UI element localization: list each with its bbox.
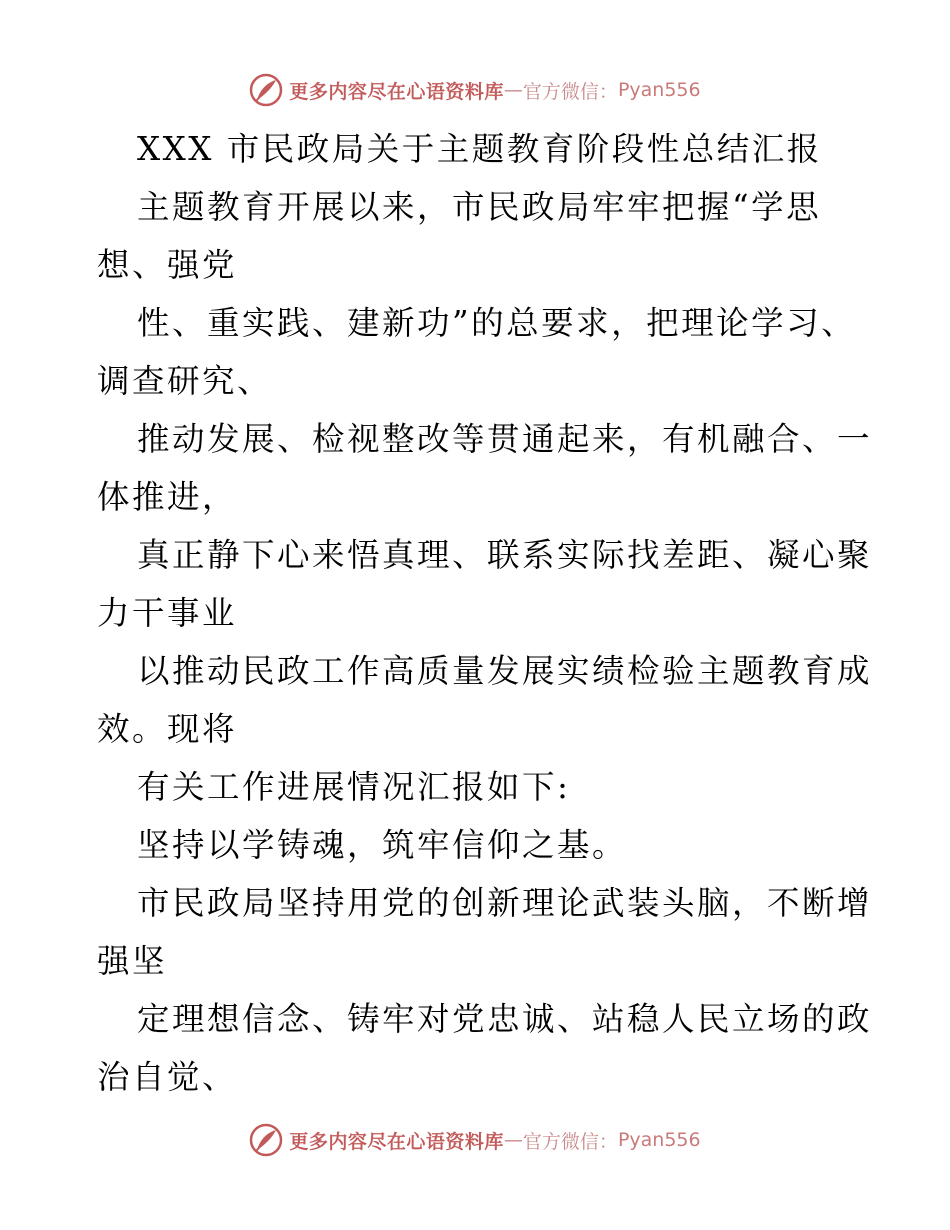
text-line: 真正静下心来悟真理、联系实际找差距、凝心聚	[137, 536, 873, 574]
feather-pen-logo-icon	[249, 1123, 283, 1157]
text-line: 想、强党	[97, 246, 238, 284]
watermark-separator: —	[503, 79, 523, 101]
document-body	[97, 120, 873, 1106]
watermark-brand: 更多内容尽在心语资料库	[289, 80, 504, 103]
footer-watermark	[0, 1120, 950, 1160]
text-line: 强坚	[97, 942, 168, 980]
watermark-id: Pyan556	[617, 79, 701, 101]
watermark-brand: 更多内容尽在心语资料库	[289, 1130, 504, 1153]
text-line: 体推进，	[97, 478, 238, 516]
text-line: 主题教育开展以来，市民政局牢牢把握“学思	[137, 188, 822, 226]
document-title: XXX 市民政局关于主题教育阶段性总结汇报	[137, 130, 822, 168]
feather-pen-logo-icon	[249, 73, 283, 107]
header-watermark	[0, 70, 950, 110]
text-line: 调查研究、	[97, 362, 273, 400]
text-line: 推动发展、检视整改等贯通起来，有机融合、一	[137, 420, 873, 458]
text-line: 以推动民政工作高质量发展实绩检验主题教育成	[137, 652, 873, 690]
text-line: 市民政局坚持用党的创新理论武装头脑，不断增	[137, 884, 873, 922]
watermark-label: 官方微信：	[522, 80, 618, 103]
section-heading: 坚持以学铸魂，筑牢信仰之基。	[137, 826, 628, 864]
text-line: 性、重实践、建新功”的总要求，把理论学习、	[137, 304, 857, 342]
text-line: 治自觉、	[97, 1058, 238, 1096]
text-line: 力干事业	[97, 594, 238, 632]
watermark-separator: —	[503, 1129, 523, 1151]
watermark-label: 官方微信：	[522, 1130, 618, 1153]
watermark-id: Pyan556	[617, 1129, 701, 1151]
text-line: 效。现将	[97, 710, 238, 748]
text-line: 定理想信念、铸牢对党忠诚、站稳人民立场的政	[137, 1000, 873, 1038]
text-line: 有关工作进展情况汇报如下:	[137, 768, 571, 806]
